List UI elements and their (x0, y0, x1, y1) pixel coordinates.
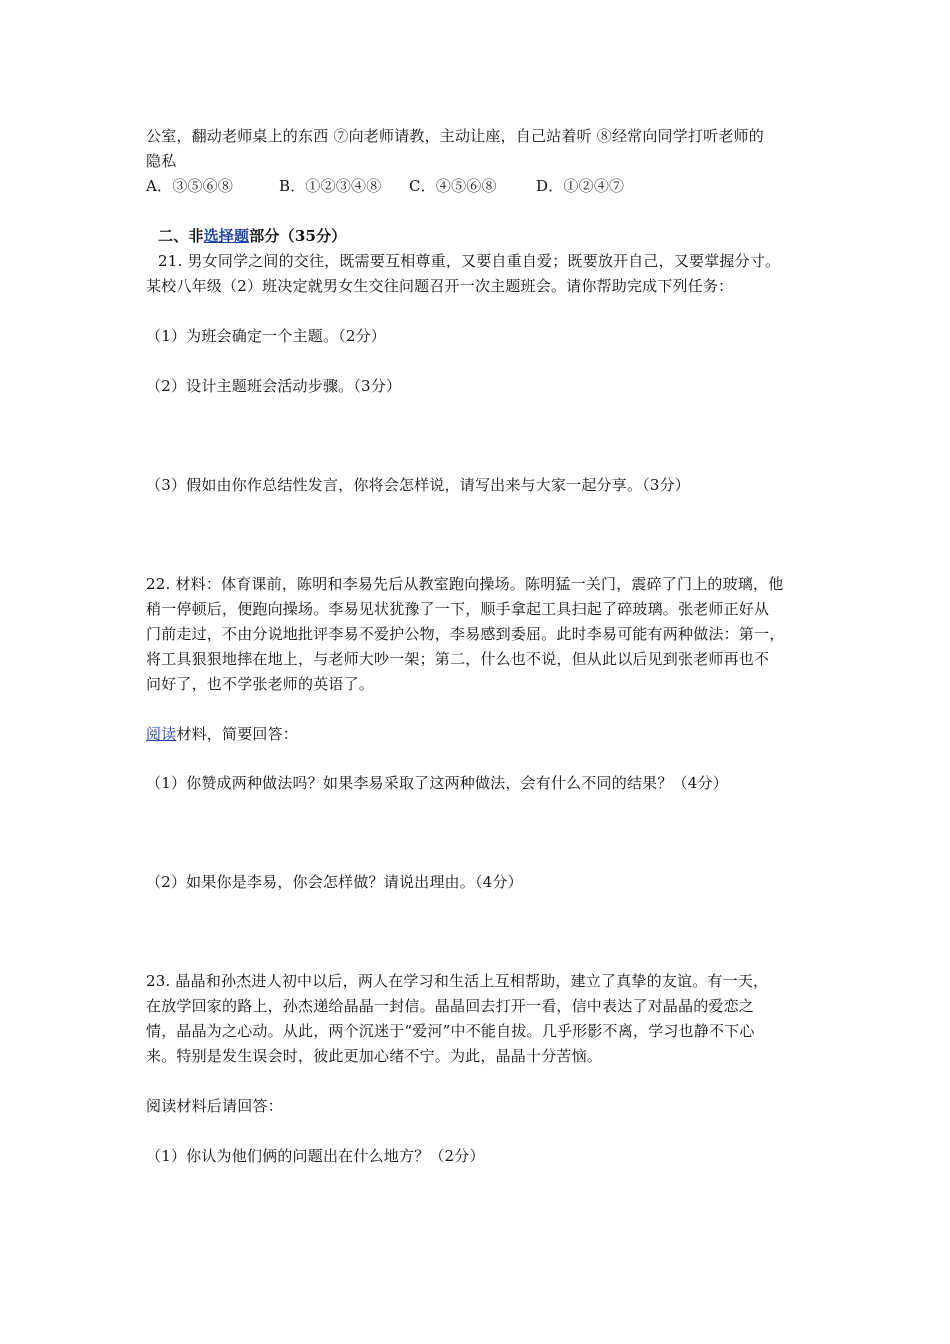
q20-options (146, 176, 826, 196)
q23-text-line-2: 在放学回家的路上，孙杰递给晶晶一封信。晶晶回去打开一看，信中表达了对晶晶的爱恋之 (146, 997, 755, 1015)
q23-read-instruction: 阅读材料后请回答： (146, 1097, 283, 1115)
q22-subquestion-1: （1）你赞成两种做法吗？如果李易采取了这两种做法，会有什么不同的结果？（4分） (146, 774, 728, 792)
q22-text-line-4: 将工具狠狠地摔在地上，与老师大吵一架；第二，什么也不说，但从此以后见到张老师再也不 (146, 650, 770, 668)
q23-text-line-3: 情，晶晶为之心动。从此，两个沉迷于“爱河”中不能自拔。几乎形影不离，学习也静不下心 (146, 1022, 755, 1040)
q21-subquestion-1: （1）为班会确定一个主题。（2分） (146, 327, 386, 345)
q22-read-instruction (146, 724, 826, 744)
section-2-suffix: 部分（35分） (249, 227, 347, 245)
q22-text-line-5: 问好了，也不学张老师的英语了。 (146, 675, 375, 693)
q22-subquestion-2: （2）如果你是李易，你会怎样做？请说出理由。（4分） (146, 873, 523, 891)
q22-text-line-1: 22. 材料：体育课前，陈明和李易先后从教室跑向操场。陈明猛一关门，震碎了门上的玻璃，他 (146, 575, 784, 593)
q22-text-line-2: 稍一停顿后，便跑向操场。李易见状犹豫了一下，顺手拿起工具扫起了碎玻璃。张老师正好从 (146, 600, 770, 618)
multiple-choice-link[interactable]: 选择题 (203, 227, 250, 245)
q20-option-b: B．①②③④⑧ (279, 177, 382, 195)
q20-option-a: A．③⑤⑥⑧ (146, 177, 234, 195)
q23-text-line-1: 23. 晶晶和孙杰进人初中以后，两人在学习和生活上互相帮助，建立了真挚的友谊。有一天， (146, 972, 769, 990)
read-link[interactable]: 阅读 (146, 725, 177, 743)
q20-text-line-2: 隐私 (146, 152, 177, 170)
q21-text-line-1: 21. 男女同学之间的交往，既需要互相尊重，又要自重自爱；既要放开自己，又要掌握分寸。 (158, 252, 781, 270)
q21-text-line-2: 某校八年级（2）班决定就男女生交往问题召开一次主题班会。请你帮助完成下列任务： (146, 277, 734, 295)
q21-subquestion-2: （2）设计主题班会活动步骤。（3分） (146, 377, 402, 395)
q23-subquestion-1: （1）你认为他们俩的问题出在什么地方？（2分） (146, 1147, 485, 1165)
q20-option-c: C．④⑤⑥⑧ (409, 177, 497, 195)
q20-option-d: D．①②④⑦ (536, 177, 625, 195)
q22-read-rest: 材料，简要回答： (176, 725, 299, 743)
section-2-heading (158, 226, 838, 246)
q20-text-line-1: 公室，翻动老师桌上的东西 ⑦向老师请教，主动让座，自己站着听 ⑧经常向同学打听老师的 (146, 127, 764, 145)
section-2-prefix: 二、非 (158, 227, 204, 245)
q22-text-line-3: 门前走过，不由分说地批评李易不爱护公物，李易感到委屈。此时李易可能有两种做法：第一， (146, 625, 785, 643)
q21-subquestion-3: （3）假如由你作总结性发言，你将会怎样说，请写出来与大家一起分享。（3分） (146, 476, 690, 494)
q23-text-line-4: 来。特别是发生误会时，彼此更加心绪不宁。为此，晶晶十分苦恼。 (146, 1047, 603, 1065)
